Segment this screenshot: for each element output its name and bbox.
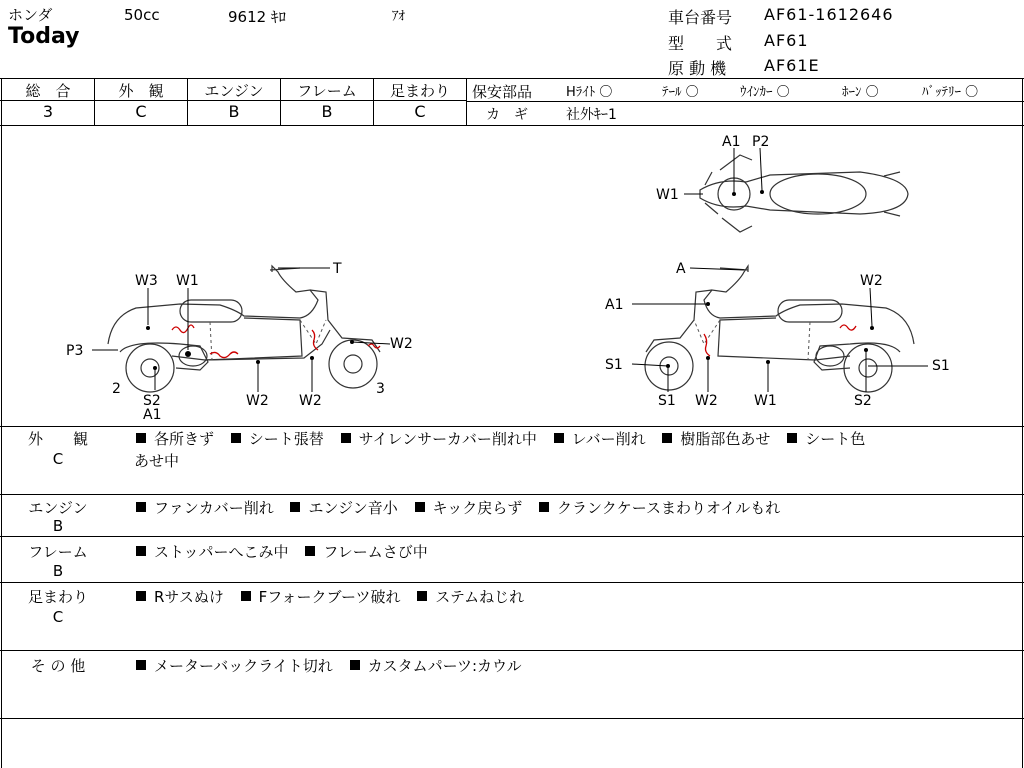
notes-items-other: メーターバックライト切れ カスタムパーツ:カウル	[136, 655, 534, 676]
notes-rule	[0, 582, 1024, 583]
diagram-label: P3	[66, 343, 84, 359]
grade-divider	[466, 78, 467, 125]
diagram-label: S1	[932, 358, 950, 374]
safety-winker: ｳｲﾝｶｰ 〇	[740, 85, 790, 100]
diagram-label: T	[333, 261, 342, 277]
notes-grade-suspension: C	[52, 608, 64, 626]
maker: ホンダ	[8, 6, 53, 24]
key-label: カ ギ	[486, 107, 528, 123]
notes-rule	[0, 494, 1024, 495]
diagram-label: W2	[390, 336, 413, 352]
notes-bottom-rule	[0, 718, 1024, 719]
notes-grade-frame: B	[52, 562, 64, 580]
notes-rule	[0, 650, 1024, 651]
diagram-label: S1	[605, 357, 623, 373]
diagram-label: S2	[854, 393, 872, 409]
engine-value: AF61E	[764, 56, 820, 75]
notes-items-frame: ストッパーへこみ中 フレームさび中	[136, 541, 440, 562]
key-value: 社外ｷｰ1	[566, 107, 617, 123]
safety-headlight: Hﾗｲﾄ 〇	[566, 85, 613, 100]
notes-label-other: そ の 他	[30, 657, 86, 675]
engine-label: 原 動 機	[668, 59, 727, 78]
notes-items-suspension: Rサスぬけ Fフォークブーツ破れ ステムねじれ	[136, 586, 536, 607]
diagram-label: W2	[299, 393, 322, 409]
grade-header-exterior: 外 観	[118, 82, 164, 100]
safety-label: 保安部品	[472, 83, 533, 101]
notes-top-rule	[0, 426, 1024, 427]
diagram-label: A	[676, 261, 686, 277]
frame-no: AF61-1612646	[764, 5, 894, 24]
top-view-scooter	[700, 155, 908, 232]
diagram-label: W2	[860, 273, 883, 289]
diagram-label: W1	[656, 187, 679, 203]
notes-items-engine: ファンカバー削れ エンジン音小 キック戻らず クランクケースまわりオイルもれ	[136, 497, 792, 518]
diagram-label: A1	[722, 134, 741, 150]
notes-items-exterior: 各所きず シート張替 サイレンサーカバー削れ中 レバー削れ 樹脂部色あせ シート色	[136, 428, 877, 449]
grade-header-frame: フレーム	[297, 82, 357, 100]
safety-tail: ﾃｰﾙ 〇	[662, 85, 699, 100]
safety-horn: ﾎｰﾝ 〇	[842, 85, 879, 100]
safety-mid-rule	[467, 101, 1024, 102]
notes-label-suspension: 足まわり	[27, 588, 88, 606]
grade-header-suspension: 足まわり	[389, 82, 450, 100]
diagram-label: W1	[176, 273, 199, 289]
displacement: 50cc	[124, 6, 160, 24]
grade-header-engine: エンジン	[204, 82, 264, 100]
grade-value-suspension: C	[414, 102, 426, 121]
type-value: AF61	[764, 31, 809, 50]
notes-grade-exterior: C	[52, 450, 64, 468]
diagram-label: W3	[135, 273, 158, 289]
model-name: Today	[8, 24, 80, 49]
diagram-label: 2	[112, 381, 121, 397]
grade-header-total: 総 合	[25, 82, 71, 100]
notes-label-exterior: 外 観	[27, 430, 88, 448]
frame-no-label: 車台番号	[668, 8, 733, 27]
mileage: 9612 ｷﾛ	[228, 8, 286, 26]
grade-value-engine: B	[228, 102, 240, 121]
diagram-label: S2	[143, 393, 161, 409]
diagram-label: W2	[246, 393, 269, 409]
table-top-rule	[0, 78, 1024, 79]
notes-label-engine: エンジン	[28, 499, 88, 517]
grade-value-exterior: C	[135, 102, 147, 121]
diagram-label: W1	[754, 393, 777, 409]
notes-continuation-exterior: あせ中	[134, 452, 180, 470]
grade-value-frame: B	[321, 102, 333, 121]
scooter-diagram	[0, 126, 1024, 426]
type-label: 型 式	[668, 34, 733, 53]
color: ｱｵ	[392, 9, 405, 24]
grade-value-total: 3	[42, 102, 54, 121]
notes-label-frame: フレーム	[28, 543, 88, 561]
diagram-label: A1	[143, 407, 162, 423]
diagram-label: 3	[376, 381, 385, 397]
diagram-label: P2	[752, 134, 770, 150]
diagram-label: A1	[605, 297, 624, 313]
diagram-label: S1	[658, 393, 676, 409]
diagram-label: W2	[695, 393, 718, 409]
notes-rule	[0, 536, 1024, 537]
notes-grade-engine: B	[52, 517, 64, 535]
safety-battery: ﾊﾞｯﾃﾘｰ 〇	[922, 85, 979, 100]
